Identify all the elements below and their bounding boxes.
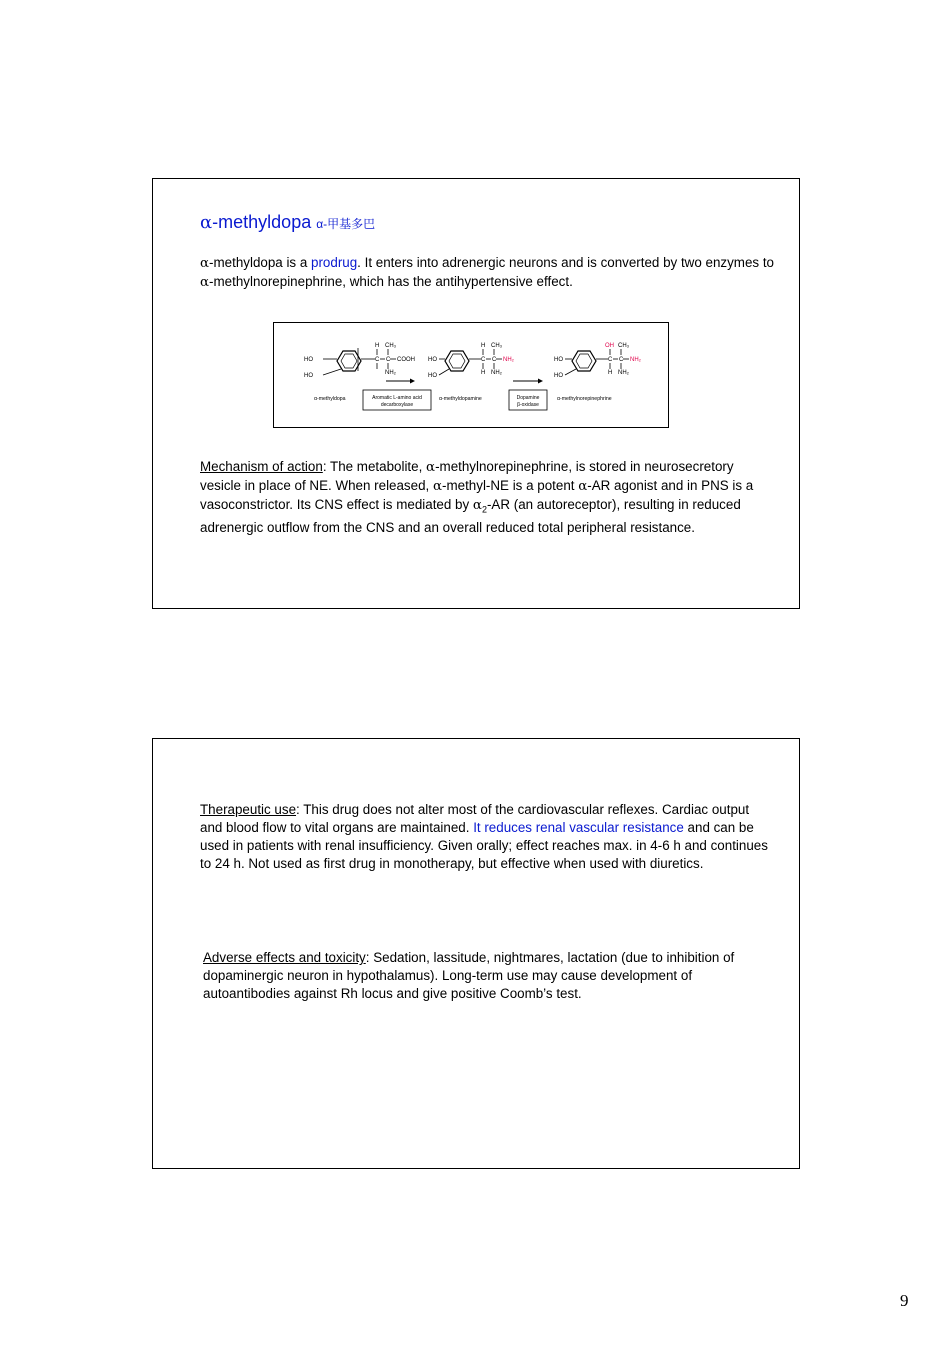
ho-label: HO [304,373,313,379]
greek-alpha: α [472,498,482,513]
ho-label: HO [554,373,563,379]
ch3-label: CH₃ [491,343,503,349]
intro-paragraph [200,254,780,292]
greek-alpha: α [200,256,210,271]
h-label: H [481,343,486,349]
intro-text: . It enters into adrenergic neurons and is converted by two enzymes to [357,255,774,270]
therapeutic-text: : This drug does not alter most of the cardiovascular reflexes. Cardiac output and blood flow to vital organs are maintained. [200,802,750,835]
c-label: C [481,357,486,363]
c-label: C [375,357,380,363]
therapeutic-text: and can be used in patients with renal insufficiency. Given orally; effect reaches max. in 4-6 h and continues to 24 h. Not used as first drug in monotherapy, but effective when used with diuretics. [200,820,768,871]
slide-2 [152,738,800,1169]
ch3-label: CH₃ [618,343,630,349]
c-label: C [619,357,624,363]
ho-label: HO [428,357,437,363]
molecule-alpha-methyldopa [304,343,415,402]
molecule-alpha-methylnorepinephrine [554,343,642,402]
nh2-red-label: NH₂ [503,357,514,363]
enzyme-label: decarboxylase [380,402,414,408]
greek-alpha: α [200,275,210,290]
enzyme-label: Dopamine [516,395,540,401]
greek-alpha: α [578,479,588,494]
metabolism-diagram [273,322,669,428]
adverse-heading: Adverse effects and toxicity [203,950,366,965]
subscript: 2 [481,504,487,515]
nh2-label: NH₂ [491,370,502,376]
c-label: C [608,357,613,363]
ho-label: HO [304,357,313,363]
ho-label: HO [428,373,437,379]
cooh-label: COOH [397,357,415,363]
slide-1 [152,178,800,609]
greek-alpha: α [426,460,436,475]
molecule-name: α-methyldopa [314,396,346,402]
intro-text: -methyldopa is a [209,255,312,270]
h-label: H [608,370,613,376]
prodrug-highlight: prodrug [311,255,358,270]
molecule-name: α-methylnorepinephrine [557,396,612,402]
c-label: C [386,357,391,363]
h-label: H [375,343,380,349]
slide-title [200,212,375,233]
adverse-paragraph [203,949,758,1003]
molecule-name: α-methyldopamine [439,396,482,402]
mechanism-text: -methyl-NE is a potent [442,478,579,493]
mechanism-text: -AR (an autoreceptor), resulting in reduced adrenergic outflow from the CNS and an overall reduced total peripheral resistance. [200,497,741,535]
title-chinese: α-甲基多巴 [316,217,376,231]
therapeutic-paragraph [200,801,770,873]
nh2-label: NH₂ [618,370,629,376]
mechanism-text: -methylnorepinephrine, is stored in neurosecretory vesicle in place of NE. When released, [200,459,734,493]
adverse-text: : Sedation, lassitude, nightmares, lactation (due to inhibition of dopaminergic neuron in hypothalamus). Long-term use may cause development of autoantibodies against Rh locus and give positive Coomb’s test. [203,950,735,1001]
intro-text: -methylnorepinephrine, which has the antihypertensive effect. [209,274,573,289]
enzyme-label: β-oxidase [517,402,539,408]
oh-red-label: OH [605,343,614,349]
title-text: -methyldopa [212,212,312,232]
renal-highlight: It reduces renal vascular resistance [473,820,684,835]
ho-label: HO [554,357,563,363]
nh2-label: NH₂ [385,370,396,376]
mechanism-text: -AR agonist and in PNS is a vasoconstrictor. Its CNS effect is mediated by [200,478,754,512]
molecule-alpha-methyldopamine [428,343,515,402]
mechanism-heading: Mechanism of action [200,459,323,474]
page-number: 9 [900,1291,909,1310]
title-greek: α [200,212,213,233]
therapeutic-heading: Therapeutic use [200,802,297,817]
c-label: C [492,357,497,363]
mechanism-paragraph [200,458,775,537]
ch3-label: CH₃ [385,343,397,349]
nh2-red-label: NH₂ [630,357,641,363]
mechanism-text: : The metabolite, [322,459,427,474]
enzyme-label: Aromatic L-amino acid [372,395,422,401]
h-label: H [481,370,486,376]
greek-alpha: α [432,479,443,494]
